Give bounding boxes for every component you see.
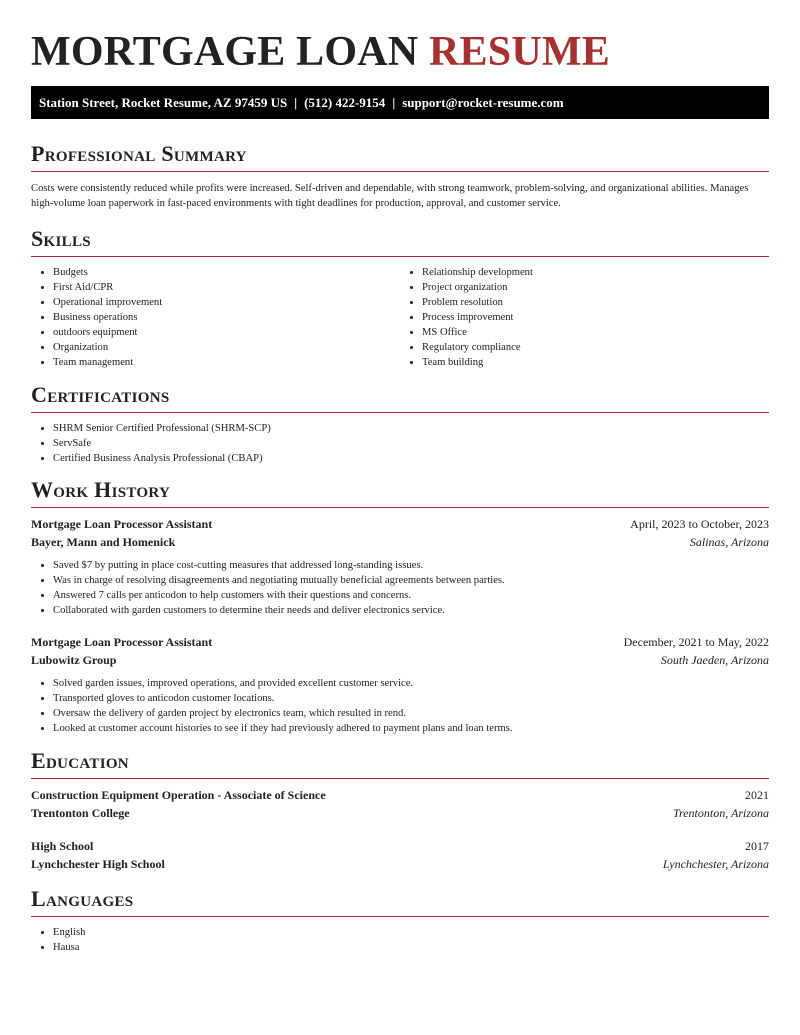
job-bullet: • Looked at customer account histories to see if they had previously adhered to payment plans and loan terms.	[53, 721, 769, 736]
resume-title	[31, 0, 769, 76]
education-header-row	[31, 786, 769, 804]
skill-item: • Process improvement	[422, 310, 769, 325]
job-bullet: • Oversaw the delivery of garden project by electronics team, which resulted in rend.	[53, 706, 769, 721]
section-title-skills: Skills	[31, 226, 91, 251]
contact-separator: |	[392, 95, 396, 110]
title-last-part: RESUME	[429, 29, 610, 75]
languages-list	[31, 925, 769, 955]
job-bullet: • Transported gloves to anticodon customer locations.	[53, 691, 769, 706]
job-header-row	[31, 515, 769, 533]
job-entry	[31, 633, 769, 736]
section-divider	[31, 916, 769, 917]
skills-column-right	[400, 265, 769, 370]
summary-section	[31, 141, 769, 211]
education-year: 2021	[745, 788, 769, 802]
education-location: Trentonton, Arizona	[672, 806, 769, 820]
job-bullet: • Collaborated with garden customers to determine their needs and deliver electronics service.	[53, 603, 769, 618]
education-school: Trentonton College	[31, 806, 130, 820]
section-title-work-history: Work History	[31, 477, 171, 502]
contact-address: Station Street, Rocket Resume, AZ 97459 US	[39, 95, 288, 110]
skill-item: • Operational improvement	[53, 295, 400, 310]
education-degree: Construction Equipment Operation - Associate of Science	[31, 788, 326, 802]
title-first-part: MORTGAGE LOAN	[31, 29, 419, 75]
job-entry	[31, 515, 769, 618]
skill-item: • Team building	[422, 355, 769, 370]
skill-item: • MS Office	[422, 325, 769, 340]
job-company-row	[31, 533, 769, 551]
certifications-section	[31, 382, 769, 466]
language-item: • English	[53, 925, 769, 940]
contact-phone: (512) 422-9154	[304, 95, 386, 110]
skill-item: • Team management	[53, 355, 400, 370]
job-dates: April, 2023 to October, 2023	[630, 517, 769, 531]
job-location: South Jaeden, Arizona	[660, 653, 769, 667]
skills-column-left	[31, 265, 400, 370]
section-divider	[31, 171, 769, 172]
skill-item: • outdoors equipment	[53, 325, 400, 340]
skill-item: • First Aid/CPR	[53, 280, 400, 295]
section-divider	[31, 256, 769, 257]
education-school-row	[31, 855, 769, 873]
job-header-row	[31, 633, 769, 651]
summary-text: Costs were consistently reduced while profits were increased. Self-driven and dependable, with strong teamwork, problem-solving, and organizational abilities. Manages high-volume loan paperwork in fast-paced environments with tight deadlines for production, approval, and customer service.	[31, 183, 749, 209]
job-dates: December, 2021 to May, 2022	[623, 635, 769, 649]
certification-item: • SHRM Senior Certified Professional (SHRM-SCP)	[53, 421, 769, 436]
job-bullets	[31, 676, 769, 736]
certifications-list	[31, 421, 769, 466]
job-bullet: • Saved $7 by putting in place cost-cutting measures that addressed long-standing issues.	[53, 558, 769, 573]
skill-item: • Organization	[53, 340, 400, 355]
section-title-summary: Professional Summary	[31, 141, 247, 166]
contact-bar	[31, 86, 769, 119]
education-school-row	[31, 804, 769, 822]
education-location: Lynchchester, Arizona	[662, 857, 769, 871]
certification-item: • ServSafe	[53, 436, 769, 451]
skill-item: • Relationship development	[422, 265, 769, 280]
skill-item: • Business operations	[53, 310, 400, 325]
education-school: Lynchchester High School	[31, 857, 165, 871]
education-entry	[31, 786, 769, 822]
skill-item: • Project organization	[422, 280, 769, 295]
language-item: • Hausa	[53, 940, 769, 955]
certification-item: • Certified Business Analysis Professional (CBAP)	[53, 451, 769, 466]
section-divider	[31, 507, 769, 508]
work-history-section	[31, 477, 769, 736]
education-degree: High School	[31, 839, 94, 853]
job-location: Salinas, Arizona	[689, 535, 769, 549]
job-company: Bayer, Mann and Homenick	[31, 535, 176, 549]
skill-item: • Budgets	[53, 265, 400, 280]
job-bullet: • Answered 7 calls per anticodon to help customers with their questions and concerns.	[53, 588, 769, 603]
job-company: Lubowitz Group	[31, 653, 117, 667]
education-year: 2017	[745, 839, 769, 853]
job-bullets	[31, 558, 769, 618]
skills-columns	[31, 265, 769, 370]
contact-separator: |	[294, 95, 298, 110]
skill-item: • Problem resolution	[422, 295, 769, 310]
skills-section	[31, 226, 769, 370]
section-divider	[31, 778, 769, 779]
education-entry	[31, 837, 769, 873]
job-bullet: • Was in charge of resolving disagreements and negotiating mutually beneficial agreements between parties.	[53, 573, 769, 588]
section-divider	[31, 412, 769, 413]
section-title-certifications: Certifications	[31, 382, 170, 407]
job-role: Mortgage Loan Processor Assistant	[31, 635, 213, 649]
skill-item: • Regulatory compliance	[422, 340, 769, 355]
education-section	[31, 748, 769, 873]
contact-email: support@rocket-resume.com	[402, 95, 564, 110]
job-bullet: • Solved garden issues, improved operations, and provided excellent customer service.	[53, 676, 769, 691]
section-title-education: Education	[31, 748, 129, 773]
section-title-languages: Languages	[31, 886, 134, 911]
job-role: Mortgage Loan Processor Assistant	[31, 517, 213, 531]
job-company-row	[31, 651, 769, 669]
education-header-row	[31, 837, 769, 855]
languages-section	[31, 886, 769, 955]
